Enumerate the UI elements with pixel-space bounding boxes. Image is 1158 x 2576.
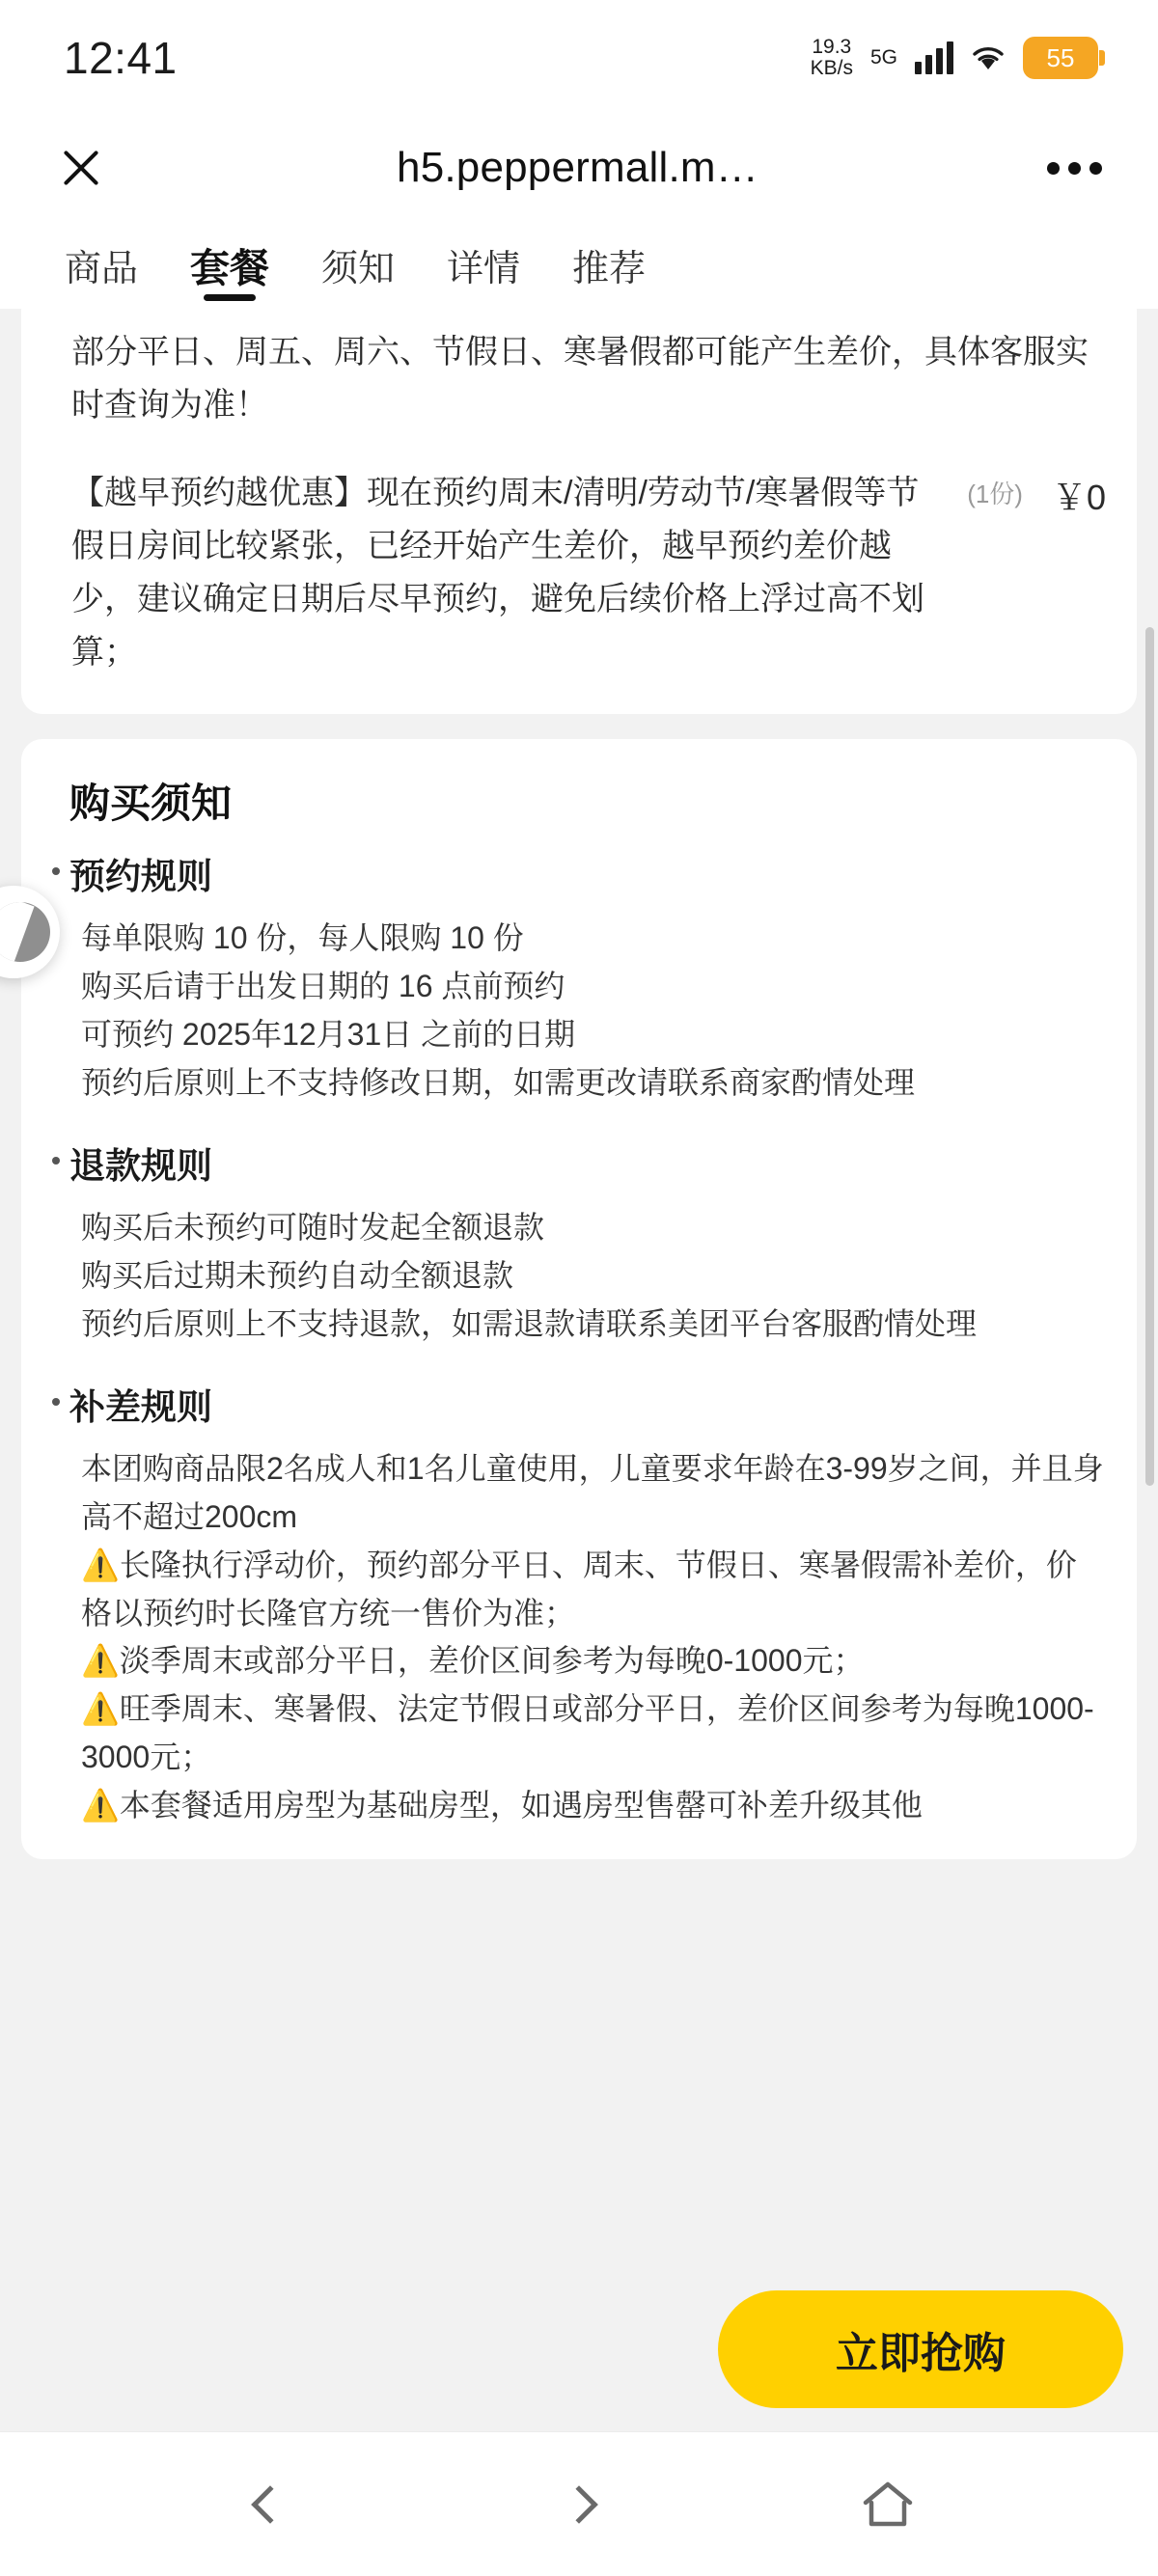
- notice-line: 每单限购 10 份，每人限购 10 份: [81, 920, 524, 956]
- package-top-paragraph: 部分平日、周五、周六、节假日、寒暑假都可能产生差价，具体客服实时查询为准！: [71, 334, 1089, 425]
- browser-title-bar: [0, 116, 1158, 220]
- page-title: 购买须知: [69, 781, 233, 827]
- notice-line: 本团购商品限2名成人和1名儿童使用，儿童要求年龄在3-99岁之间，并且身高不超过200cm: [81, 1450, 1104, 1534]
- battery-level: 55: [1046, 42, 1075, 72]
- page-url: h5.peppermall.m…: [397, 144, 758, 191]
- notice-line: 购买后过期未预约自动全额退款: [81, 1258, 514, 1293]
- notice-section-surcharge-title: 补差规则: [52, 1378, 1106, 1430]
- notice-line: 预约后原则上不支持修改日期，如需更改请联系商家酌情处理: [81, 1065, 916, 1101]
- network-speed-value: 19.3: [812, 35, 852, 58]
- tab-goods-label: 商品: [65, 248, 139, 289]
- close-icon[interactable]: [54, 141, 108, 195]
- notice-line: 预约后原则上不支持退款，如需退款请联系美团平台客服酌情处理: [81, 1305, 978, 1341]
- notice-line: 购买后请于出发日期的 16 点前预约: [81, 969, 565, 1004]
- status-bar: [0, 0, 1158, 116]
- buy-now-button[interactable]: 立即抢购: [718, 2290, 1123, 2408]
- tab-package[interactable]: [164, 220, 295, 309]
- chevron-left-icon[interactable]: [234, 2469, 306, 2540]
- tab-goods[interactable]: [39, 220, 164, 309]
- home-icon[interactable]: [852, 2469, 924, 2540]
- chevron-right-icon[interactable]: [543, 2469, 615, 2540]
- content-fade: [0, 2229, 1158, 2287]
- battery-indicator: [1023, 37, 1098, 79]
- package-item-text: 【越早预约越优惠】现在预约周末/清明/劳动节/寒暑假等节假日房间比较紧张，已经开始产生差价，越早预约差价越少，建议确定日期后尽早预约，避免后续价格上浮过高不划算；: [71, 475, 924, 671]
- notice-line: ⚠️长隆执行浮动价，预约部分平日、周末、节假日、寒暑假需补差价，价格以预约时长隆官方统一售价为准；: [81, 1547, 1077, 1631]
- status-indicators: [811, 37, 1098, 79]
- tab-recommend-label: 推荐: [572, 248, 647, 289]
- package-item-row: [52, 467, 1106, 679]
- notice-card: [21, 739, 1137, 1859]
- notice-line: ⚠️本套餐适用房型为基础房型，如遇房型售罄可补差升级其他: [81, 1788, 923, 1823]
- more-icon[interactable]: [1047, 162, 1102, 175]
- notice-line: ⚠️旺季周末、寒暑假、法定节假日或部分平日，差价区间参考为每晚1000-3000元；: [81, 1691, 1094, 1775]
- status-time: 12:41: [64, 33, 178, 83]
- package-item-price: ￥0: [1051, 478, 1106, 518]
- notice-section-refund: [52, 1137, 1106, 1378]
- notice-section-booking-title: 预约规则: [52, 847, 1106, 899]
- scrollbar[interactable]: [1145, 627, 1154, 1486]
- package-card: [21, 309, 1137, 714]
- tab-notice-label: 须知: [321, 248, 396, 289]
- tab-details-label: 详情: [447, 248, 521, 289]
- notice-line: 购买后未预约可随时发起全额退款: [81, 1210, 545, 1246]
- network-speed-unit: KB/s: [810, 57, 853, 79]
- notice-line: 可预约 2025年12月31日 之前的日期: [81, 1017, 576, 1053]
- notice-line: ⚠️淡季周末或部分平日，差价区间参考为每晚0-1000元；: [81, 1643, 865, 1679]
- browser-nav-bar: [0, 2431, 1158, 2576]
- tab-recommend[interactable]: [546, 220, 672, 309]
- scroll-content[interactable]: [0, 309, 1158, 2431]
- signal-icon: [915, 41, 953, 74]
- package-item-count: (1份): [967, 480, 1023, 509]
- notice-section-refund-title: 退款规则: [52, 1137, 1106, 1189]
- tab-bar: [0, 220, 1158, 309]
- tab-notice[interactable]: [295, 220, 421, 309]
- tab-package-label: 套餐: [190, 245, 270, 290]
- network-speed: [811, 37, 853, 79]
- network-type-label: 5G: [869, 45, 897, 69]
- network-type: [870, 47, 897, 69]
- tab-details[interactable]: [421, 220, 546, 309]
- wifi-icon: [969, 42, 1007, 73]
- notice-section-surcharge: [52, 1378, 1106, 1859]
- notice-section-booking: [52, 847, 1106, 1137]
